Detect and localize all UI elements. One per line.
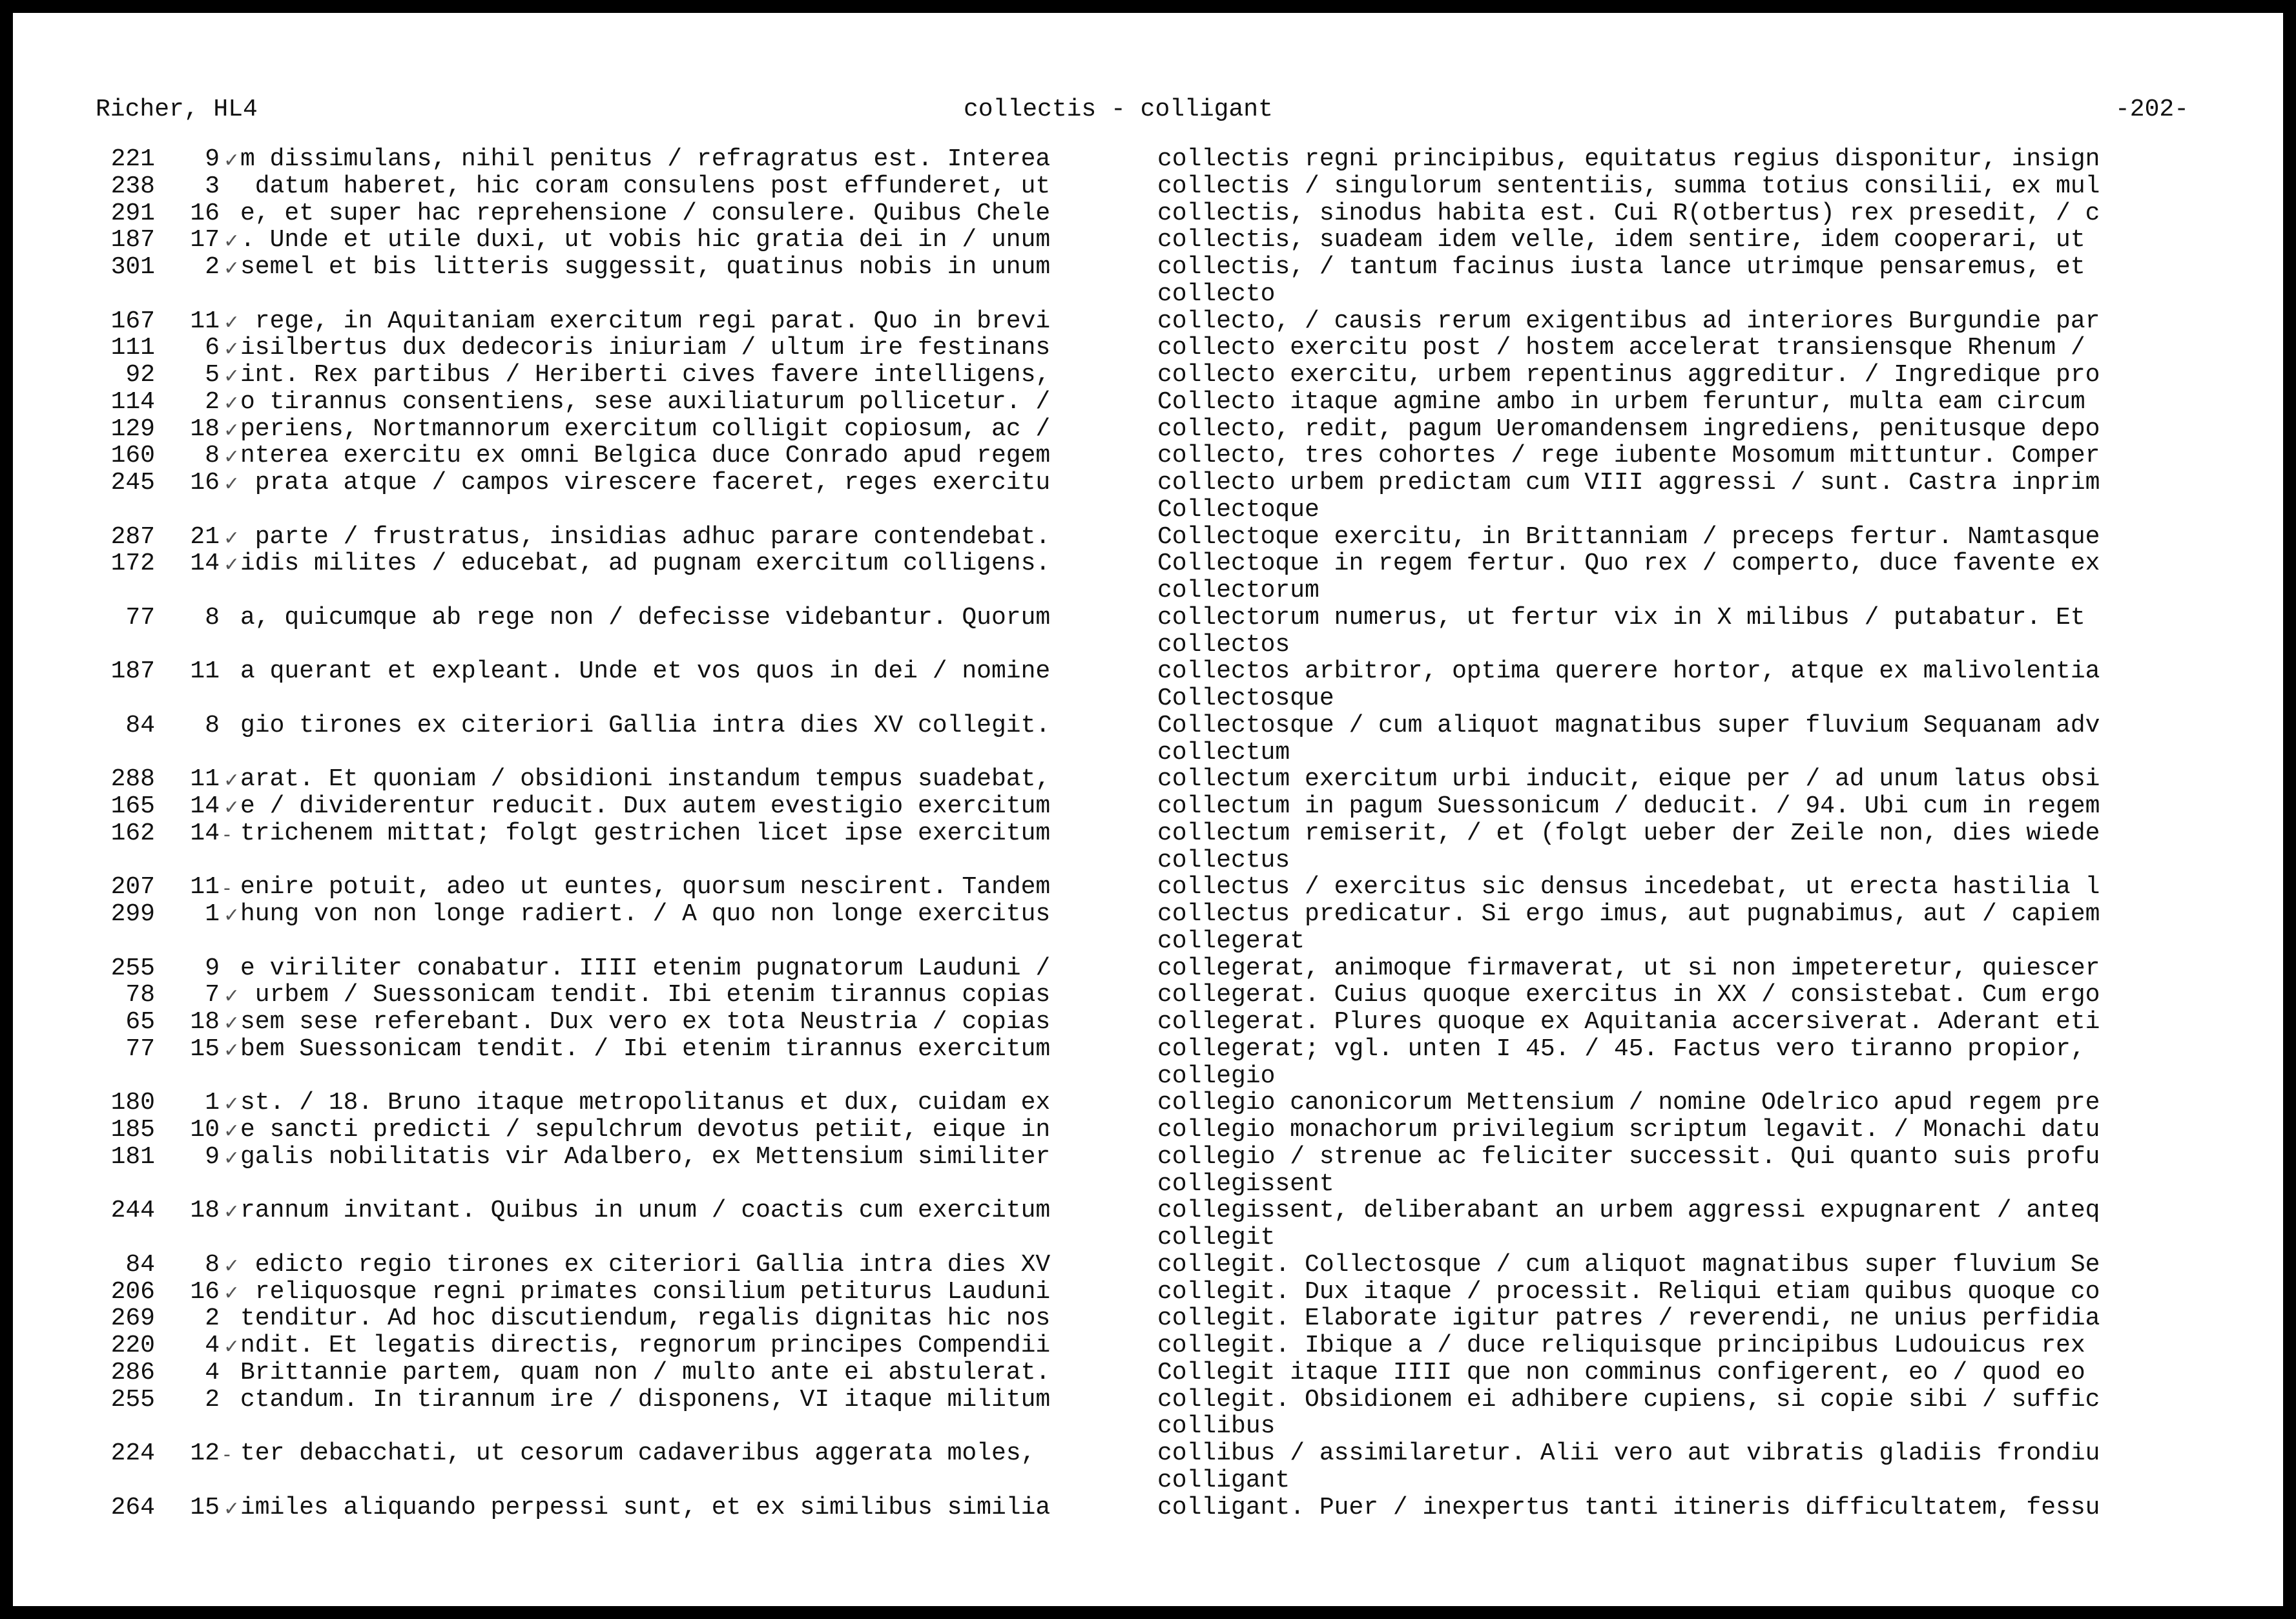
checkmark-icon: ✓: [223, 338, 240, 361]
lemma-heading: [13, 1224, 2283, 1252]
page-header: [13, 94, 2283, 126]
concordance-row: [13, 712, 2283, 739]
line-reference: 16: [190, 199, 220, 227]
line-reference: 8: [205, 711, 220, 739]
author-work-label: Richer, HL4: [96, 96, 258, 123]
right-context: collegit. Elaborate igitur patres / reverendi, ne unius perfidia: [1157, 1305, 2100, 1332]
left-context: arat. Et quoniam / obsidioni instandum tempus suadebat,: [240, 766, 1051, 793]
page-reference: 264: [110, 1493, 155, 1521]
right-context: Collectoque exercitu, in Brittanniam / preceps fertur. Namtasque: [1157, 523, 2100, 551]
page-reference: 84: [125, 1250, 155, 1279]
page-reference: 172: [110, 550, 155, 578]
concordance-row: [13, 658, 2283, 685]
concordance-row: [13, 550, 2283, 577]
checkmark-icon: ✓: [223, 365, 240, 387]
line-reference: 14: [190, 792, 220, 820]
concordance-row: [13, 416, 2283, 443]
page-reference: 187: [110, 657, 155, 686]
line-reference: 8: [205, 442, 220, 470]
checkmark-icon: ✓: [223, 1335, 240, 1358]
line-reference: 21: [190, 522, 220, 551]
checkmark-icon: ✓: [223, 1281, 240, 1304]
right-context: collegit. Ibique a / duce reliquisque principibus Ludouicus rex: [1157, 1332, 2085, 1359]
lemma-heading: [13, 739, 2283, 767]
lemma-heading: [13, 1467, 2283, 1494]
lemma-word: collectorum: [1157, 577, 1319, 604]
right-context: collectum exercitum urbi inducit, eique per / ad unum latus obsi: [1157, 766, 2100, 793]
left-context: o tirannus consentiens, sese auxiliaturum pollicetur. /: [240, 388, 1051, 416]
right-context: collegio monachorum privilegium scriptum legavit. / Monachi datu: [1157, 1117, 2100, 1144]
left-context: hung von non longe radiert. / A quo non longe exercitus: [240, 901, 1051, 928]
checkmark-icon: ✓: [223, 1254, 240, 1277]
line-reference: 18: [190, 415, 220, 443]
right-context: collectum in pagum Suessonicum / deducit. / 94. Ubi cum in regem: [1157, 793, 2100, 820]
right-context: collegit. Obsidionem ei adhibere cupiens, si copie sibi / suffic: [1157, 1386, 2100, 1414]
right-context: collecto exercitu post / hostem accelerat transiensque Rhenum /: [1157, 335, 2085, 362]
concordance-row: [13, 524, 2283, 551]
line-reference: 11: [190, 873, 220, 902]
concordance-row: [13, 308, 2283, 335]
concordance-row: [13, 335, 2283, 362]
line-reference: 1: [205, 1089, 220, 1117]
right-context: collectis / singulorum sententiis, summa totius consilii, ex mul: [1157, 172, 2100, 200]
left-context: periens, Nortmannorum exercitum colligit copiosum, ac /: [240, 415, 1051, 443]
lemma-word: collectum: [1157, 738, 1290, 767]
right-context: collegerat; vgl. unten I 45. / 45. Factus vero tiranno propior,: [1157, 1035, 2085, 1063]
line-reference: 2: [205, 1385, 220, 1414]
left-context: semel et bis litteris suggessit, quatinus nobis in unum: [240, 254, 1051, 281]
right-context: collecto exercitu, urbem repentinus aggreditur. / Ingredique pro: [1157, 362, 2100, 389]
line-reference: 18: [190, 1197, 220, 1225]
line-reference: 9: [205, 954, 220, 982]
concordance-row: [13, 1036, 2283, 1063]
right-context: Collecto itaque agmine ambo in urbem feruntur, multa eam circum: [1157, 388, 2085, 416]
line-reference: 2: [205, 253, 220, 281]
checkmark-icon: ✓: [223, 311, 240, 334]
concordance-row: [13, 173, 2283, 200]
left-context: imiles aliquando perpessi sunt, et ex similibus similia: [240, 1494, 1051, 1521]
line-reference: 5: [205, 361, 220, 389]
page-reference: 291: [110, 199, 155, 227]
page-reference: 92: [125, 361, 155, 389]
checkmark-icon: ✓: [223, 985, 240, 1008]
concordance-row: [13, 1252, 2283, 1279]
concordance-row: [13, 1009, 2283, 1036]
left-context: Brittannie partem, quam non / multo ante ei abstulerat.: [240, 1359, 1051, 1387]
line-reference: 11: [190, 307, 220, 335]
right-context: collectus / exercitus sic densus incedebat, ut erecta hastilia l: [1157, 874, 2100, 901]
page-reference: 84: [125, 711, 155, 739]
page-reference: 206: [110, 1277, 155, 1306]
page-reference: 165: [110, 792, 155, 820]
left-context: st. / 18. Bruno itaque metropolitanus et dux, cuidam ex: [240, 1089, 1051, 1117]
right-context: colligant. Puer / inexpertus tanti itineris difficultatem, fessu: [1157, 1494, 2100, 1521]
left-context: parte / frustratus, insidias adhuc parare contendebat.: [240, 523, 1051, 551]
page-reference: 299: [110, 900, 155, 928]
lemma-word: collegerat: [1157, 927, 1305, 955]
right-context: collegit. Collectosque / cum aliquot magnatibus super fluvium Se: [1157, 1251, 2100, 1279]
lemma-heading: [13, 1171, 2283, 1198]
left-context: nterea exercitu ex omni Belgica duce Conrado apud regem: [240, 442, 1051, 469]
left-context: rege, in Aquitaniam exercitum regi parat. Quo in brevi: [240, 307, 1051, 335]
right-context: collegerat, animoque firmaverat, ut si non impeteretur, quiescer: [1157, 954, 2100, 982]
concordance-row: [13, 1089, 2283, 1117]
line-reference: 14: [190, 550, 220, 578]
left-context: enire potuit, adeo ut euntes, quorsum nescirent. Tandem: [240, 874, 1051, 901]
left-context: trichenem mittat; folgt gestrichen licet ipse exercitum: [240, 820, 1051, 847]
right-context: Collegit itaque IIII que non comminus configerent, eo / quod eo: [1157, 1359, 2085, 1387]
page-reference: 255: [110, 1385, 155, 1414]
page-reference: 160: [110, 442, 155, 470]
checkmark-icon: ✓: [223, 904, 240, 927]
checkmark-icon: ✓: [223, 391, 240, 415]
concordance-row: [13, 254, 2283, 281]
lemma-heading: [13, 685, 2283, 712]
right-context: collegissent, deliberabant an urbem aggressi expugnarent / anteq: [1157, 1197, 2100, 1224]
page-reference: 245: [110, 469, 155, 497]
right-context: collegio canonicorum Mettensium / nomine Odelrico apud regem pre: [1157, 1089, 2100, 1117]
lemma-word: collegio: [1157, 1062, 1276, 1090]
concordance-row: [13, 146, 2283, 173]
checkmark-icon: ✓: [223, 1038, 240, 1062]
page-number-label: -202-: [2115, 96, 2189, 123]
concordance-row: [13, 955, 2283, 982]
left-context: int. Rex partibus / Heriberti cives favere intelligens,: [240, 362, 1051, 389]
page-reference: 221: [110, 145, 155, 173]
line-reference: 4: [205, 1358, 220, 1387]
left-context: rannum invitant. Quibus in unum / coactis cum exercitum: [240, 1197, 1051, 1224]
page-reference: 288: [110, 765, 155, 794]
left-context: reliquosque regni primates consilium petiturus Lauduni: [240, 1278, 1051, 1306]
line-reference: 8: [205, 1250, 220, 1279]
line-reference: 10: [190, 1116, 220, 1144]
concordance-row: [13, 1279, 2283, 1306]
checkmark-icon: ✓: [223, 1012, 240, 1035]
page-reference: 187: [110, 226, 155, 254]
left-context: idis milites / educebat, ad pugnam exercitum colligens.: [240, 550, 1051, 577]
line-reference: 9: [205, 145, 220, 173]
page-reference: 238: [110, 172, 155, 200]
lemma-word: Collectosque: [1157, 685, 1334, 712]
left-context: bem Suessonicam tendit. / Ibi etenim tirannus exercitum: [240, 1035, 1051, 1063]
page-reference: 129: [110, 415, 155, 443]
left-context: urbem / Suessonicam tendit. Ibi etenim tirannus copias: [240, 982, 1051, 1009]
right-context: collectus predicatur. Si ergo imus, aut pugnabimus, aut / capiem: [1157, 901, 2100, 928]
line-reference: 4: [205, 1332, 220, 1359]
concordance-row: [13, 982, 2283, 1009]
left-context: ter debacchati, ut cesorum cadaveribus aggerata moles,: [240, 1440, 1036, 1467]
lemma-heading: [13, 847, 2283, 874]
left-context: e / dividerentur reducit. Dux autem evestigio exercitum: [240, 793, 1051, 820]
concordance-row: [13, 389, 2283, 416]
line-reference: 12: [190, 1439, 220, 1467]
line-reference: 11: [190, 765, 220, 794]
right-context: collegerat. Cuius quoque exercitus in XX / consistebat. Cum ergo: [1157, 982, 2100, 1009]
page-reference: 162: [110, 819, 155, 847]
left-context: prata atque / campos virescere faceret, reges exercitu: [240, 469, 1051, 497]
lemma-heading: [13, 1413, 2283, 1440]
concordance-row: [13, 362, 2283, 389]
left-context: edicto regio tirones ex citeriori Gallia intra dies XV: [240, 1251, 1051, 1279]
concordance-row: [13, 200, 2283, 227]
line-reference: 6: [205, 334, 220, 362]
left-context: galis nobilitatis vir Adalbero, ex Mettensium similiter: [240, 1143, 1051, 1171]
page-reference: 220: [110, 1332, 155, 1359]
concordance-list: [13, 146, 2283, 1521]
lemma-heading: [13, 928, 2283, 955]
line-reference: 2: [205, 1304, 220, 1333]
page-reference: 207: [110, 873, 155, 902]
concordance-row: [13, 442, 2283, 469]
document-page: [13, 13, 2283, 1606]
line-reference: 14: [190, 819, 220, 847]
page-reference: 185: [110, 1116, 155, 1144]
checkmark-icon: ✓: [223, 257, 240, 280]
line-reference: 11: [190, 657, 220, 686]
right-context: collecto, redit, pagum Ueromandensem ingrediens, penitusque depo: [1157, 415, 2100, 443]
line-reference: 15: [190, 1035, 220, 1063]
line-reference: 16: [190, 469, 220, 497]
concordance-row: [13, 1387, 2283, 1414]
right-context: collibus / assimilaretur. Alii vero aut vibratis gladiis frondiu: [1157, 1440, 2100, 1467]
left-context: ctandum. In tirannum ire / disponens, VI itaque militum: [240, 1386, 1051, 1414]
concordance-row: [13, 874, 2283, 901]
concordance-row: [13, 1332, 2283, 1359]
lemma-word: collegit: [1157, 1224, 1276, 1252]
page-reference: 77: [125, 1035, 155, 1063]
concordance-row: [13, 820, 2283, 847]
left-context: e, et super hac reprehensione / consulere. Quibus Chele: [240, 200, 1051, 227]
concordance-row: [13, 766, 2283, 793]
page-reference: 65: [125, 1008, 155, 1036]
concordance-row: [13, 1494, 2283, 1521]
lemma-word: Collectoque: [1157, 495, 1319, 524]
line-reference: 9: [205, 1142, 220, 1171]
line-reference: 15: [190, 1493, 220, 1521]
right-context: collectis regni principibus, equitatus regius disponitur, insign: [1157, 146, 2100, 173]
right-context: collectorum numerus, ut fertur vix in X milibus / putabatur. Et: [1157, 604, 2085, 632]
line-reference: 17: [190, 226, 220, 254]
left-context: isilbertus dux dedecoris iniuriam / ultum ire festinans: [240, 335, 1051, 362]
page-reference: 78: [125, 981, 155, 1009]
checkmark-icon: ✓: [223, 796, 240, 819]
checkmark-icon: ✓: [223, 1093, 240, 1116]
concordance-row: [13, 604, 2283, 632]
page-reference: 255: [110, 954, 155, 982]
page-reference: 269: [110, 1304, 155, 1333]
line-reference: 18: [190, 1008, 220, 1036]
left-context: a querant et expleant. Unde et vos quos in dei / nomine: [240, 658, 1051, 685]
page-title: collectis - colligant: [964, 96, 1273, 123]
concordance-row: [13, 1359, 2283, 1387]
concordance-row: [13, 1117, 2283, 1144]
checkmark-icon: ✓: [223, 418, 240, 442]
page-reference: 167: [110, 307, 155, 335]
line-reference: 1: [205, 900, 220, 928]
left-context: m dissimulans, nihil penitus / refragratus est. Interea: [240, 146, 1051, 173]
checkmark-icon: ✓: [223, 149, 240, 172]
page-reference: 181: [110, 1142, 155, 1171]
left-context: tenditur. Ad hoc discutiendum, regalis dignitas hic nos: [240, 1305, 1051, 1332]
line-reference: 7: [205, 981, 220, 1009]
concordance-row: [13, 1305, 2283, 1332]
left-context: gio tirones ex citeriori Gallia intra dies XV collegit.: [240, 712, 1051, 739]
lemma-heading: [13, 497, 2283, 524]
page-reference: 77: [125, 603, 155, 632]
checkmark-icon: ✓: [223, 1120, 240, 1142]
page-reference: 287: [110, 522, 155, 551]
lemma-heading: [13, 281, 2283, 308]
left-context: . Unde et utile duxi, ut vobis hic gratia dei in / unum: [240, 227, 1051, 254]
checkmark-icon: ✓: [223, 1201, 240, 1224]
concordance-row: [13, 901, 2283, 928]
lemma-heading: [13, 1063, 2283, 1090]
concordance-row: [13, 1144, 2283, 1171]
line-reference: 3: [205, 172, 220, 200]
page-reference: 301: [110, 253, 155, 281]
right-context: collegio / strenue ac feliciter successit. Qui quanto suis profu: [1157, 1143, 2100, 1171]
right-context: Collectosque / cum aliquot magnatibus super fluvium Sequanam adv: [1157, 712, 2100, 739]
line-reference: 2: [205, 387, 220, 416]
right-context: Collectoque in regem fertur. Quo rex / comperto, duce favente ex: [1157, 550, 2100, 577]
right-context: collectis, / tantum facinus iusta lance utrimque pensaremus, et: [1157, 254, 2085, 281]
page-reference: 244: [110, 1197, 155, 1225]
checkmark-icon: -: [223, 877, 231, 900]
lemma-word: colligant: [1157, 1466, 1290, 1494]
checkmark-icon: ✓: [223, 1497, 240, 1520]
left-context: a, quicumque ab rege non / defecisse videbantur. Quorum: [240, 604, 1051, 632]
lemma-word: collecto: [1157, 280, 1276, 308]
concordance-row: [13, 469, 2283, 497]
lemma-heading: [13, 577, 2283, 604]
left-context: sem sese referebant. Dux vero ex tota Neustria / copias: [240, 1009, 1051, 1036]
right-context: collectis, suadeam idem velle, idem sentire, idem cooperari, ut: [1157, 227, 2085, 254]
concordance-row: [13, 793, 2283, 820]
left-context: e viriliter conabatur. IIII etenim pugnatorum Lauduni /: [240, 954, 1051, 982]
checkmark-icon: ✓: [223, 769, 240, 792]
left-context: datum haberet, hic coram consulens post effunderet, ut: [240, 172, 1051, 200]
page-reference: 224: [110, 1439, 155, 1467]
checkmark-icon: ✓: [223, 526, 240, 550]
checkmark-icon: ✓: [223, 230, 240, 253]
left-context: ndit. Et legatis directis, regnorum principes Compendii: [240, 1332, 1051, 1359]
right-context: collectos arbitror, optima querere hortor, atque ex malivolentia: [1157, 658, 2100, 685]
lemma-word: collibus: [1157, 1412, 1276, 1441]
page-reference: 180: [110, 1089, 155, 1117]
left-context: e sancti predicti / sepulchrum devotus petiit, eique in: [240, 1117, 1051, 1144]
concordance-row: [13, 1440, 2283, 1467]
right-context: collectum remiserit, / et (folgt ueber der Zeile non, dies wiede: [1157, 820, 2100, 847]
concordance-row: [13, 227, 2283, 254]
checkmark-icon: ✓: [223, 446, 240, 469]
right-context: collecto, tres cohortes / rege iubente Mosomum mittuntur. Comper: [1157, 442, 2100, 469]
line-reference: 8: [205, 603, 220, 632]
concordance-row: [13, 1197, 2283, 1224]
checkmark-icon: -: [223, 823, 231, 846]
right-context: collegerat. Plures quoque ex Aquitania accersiverat. Aderant eti: [1157, 1009, 2100, 1036]
right-context: collecto urbem predictam cum VIII aggressi / sunt. Castra inprim: [1157, 469, 2100, 497]
page-reference: 114: [110, 387, 155, 416]
right-context: collegit. Dux itaque / processit. Reliqui etiam quibus quoque co: [1157, 1278, 2100, 1306]
lemma-heading: [13, 632, 2283, 659]
lemma-word: collegissent: [1157, 1170, 1334, 1198]
checkmark-icon: ✓: [223, 553, 240, 577]
checkmark-icon: ✓: [223, 1146, 240, 1170]
line-reference: 16: [190, 1277, 220, 1306]
lemma-word: collectos: [1157, 630, 1290, 659]
right-context: collectis, sinodus habita est. Cui R(otbertus) rex presedit, / c: [1157, 200, 2100, 227]
checkmark-icon: ✓: [223, 473, 240, 495]
checkmark-icon: -: [223, 1443, 231, 1466]
right-context: collecto, / causis rerum exigentibus ad interiores Burgundie par: [1157, 307, 2100, 335]
page-reference: 111: [110, 334, 155, 362]
lemma-word: collectus: [1157, 846, 1290, 874]
page-reference: 286: [110, 1358, 155, 1387]
